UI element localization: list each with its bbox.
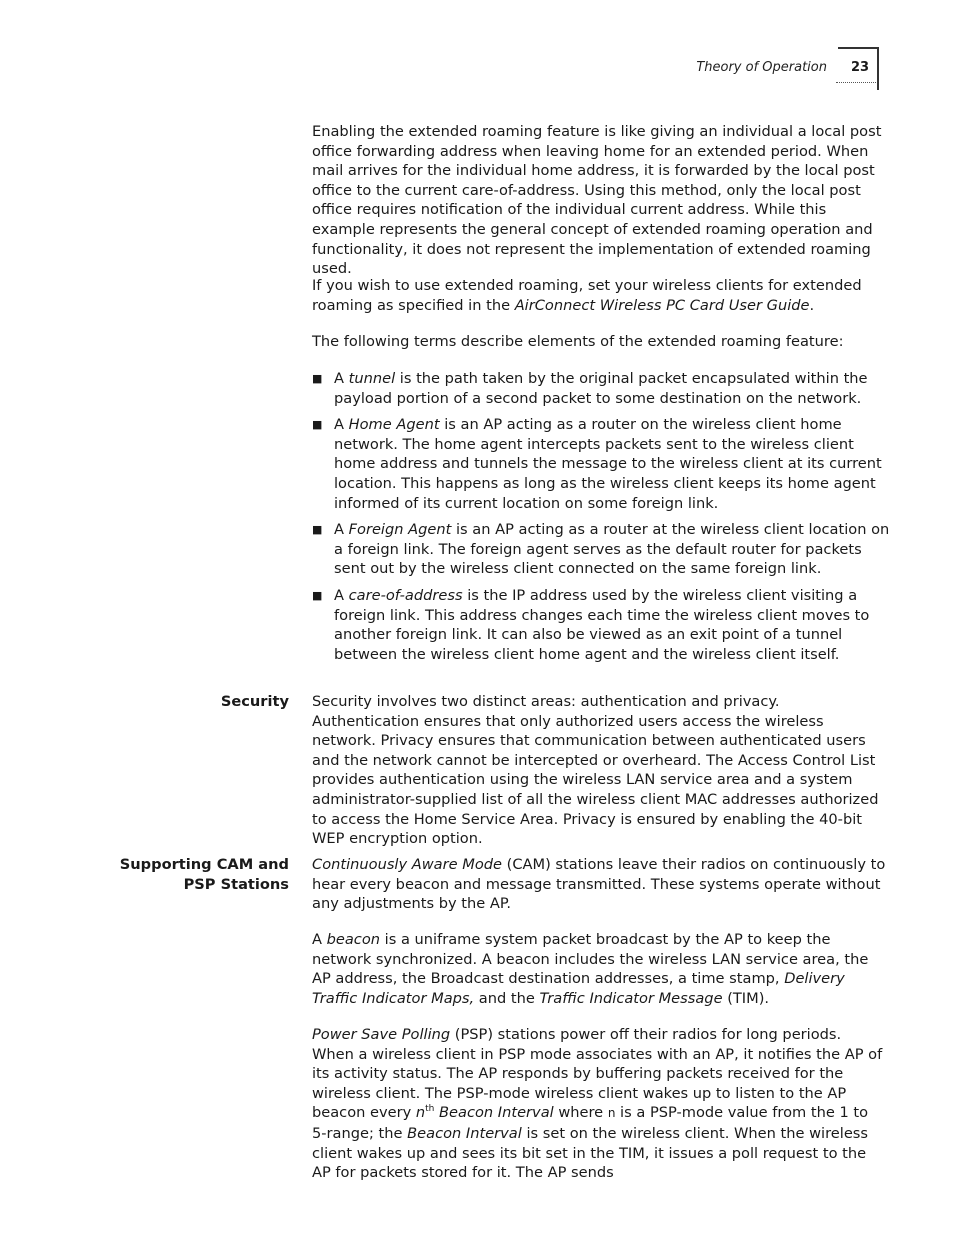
beacon-text-b: is a uniframe system packet broadcast by the AP to keep the network synchronized. A beacon includes the wireless LAN service area, the AP address, the Broadcast destination addresses, a time stamp, bbox=[312, 931, 869, 988]
tim-term: Traffic Indicator Message bbox=[539, 989, 723, 1007]
beacon-term: beacon bbox=[326, 931, 381, 948]
beacon-paragraph bbox=[312, 930, 887, 1008]
roaming-terms-list bbox=[312, 369, 892, 664]
bullet-text: is an AP acting as a router on the wireless client home network. The home agent intercepts packets sent to the wireless client home address and tunnels the message to the wireless client at its current location. This happens as long as the wireless client keeps its home agent informed of its current location on some foreign link. bbox=[334, 416, 882, 512]
cam-term: Continuously Aware Mode bbox=[312, 856, 502, 873]
bullet-text: is an AP acting as a router at the wireless client location on a foreign link. The foreign agent serves as the default router for packets sent out by the wireless client connected on the same foreign link. bbox=[334, 521, 890, 578]
bullet-square-icon: ■ bbox=[312, 372, 323, 385]
cam-psp-heading-line-1: Supporting CAM and bbox=[119, 856, 289, 873]
psp-n-variable: n bbox=[415, 1104, 426, 1122]
bullet-square-icon: ■ bbox=[312, 418, 323, 432]
bullet-text: is the IP address used by the wireless client visiting a foreign link. This address changes each time the wireless client moves to another foreign link. It can also be viewed as an exit point of a tunnel between the wireless client home agent and the wireless client itself. bbox=[334, 586, 870, 663]
bullet-term: care-of-address bbox=[348, 586, 463, 604]
cam-psp-heading-line-2: PSP Stations bbox=[183, 875, 289, 893]
cam-text: (CAM) stations leave their radios on continuously to hear every beacon and message transmitted. These systems operate without any adjustments by the AP. bbox=[312, 856, 886, 913]
bullet-term: Home Agent bbox=[348, 416, 440, 434]
psp-text-d: is set on the wireless client. When the wireless client wakes up and sees its bit set in the TIM, it issues a poll request to the AP for packets stored for it. The AP sends bbox=[312, 1124, 869, 1182]
security-paragraph bbox=[312, 692, 887, 849]
beacon-text-a: A bbox=[312, 931, 327, 948]
header-rule-vertical bbox=[877, 47, 879, 90]
security-text: Security involves two distinct areas: authentication and privacy. Authentication ensures that only authorized users access the wireless network. Privacy ensures that communication between authenticated users and the network cannot be intercepted or overheard. The Access Control List provides authentication using the wireless LAN service area and a system administrator-supplied list of all the wireless client MAC addresses authorized to access the Home Service Area. Privacy is ensured by enabling the 40-bit WEP encryption option. bbox=[312, 693, 879, 848]
beacon-interval-term-2: Beacon Interval bbox=[407, 1124, 522, 1142]
beacon-interval-term: Beacon Interval bbox=[434, 1104, 554, 1122]
header-rule-horizontal bbox=[838, 47, 878, 49]
header-dotted-ornament bbox=[836, 79, 876, 83]
intro-paragraph-3 bbox=[312, 332, 887, 352]
bullet-square-icon: ■ bbox=[312, 523, 323, 537]
psp-superscript: th bbox=[425, 1104, 435, 1115]
psp-text-c: is a PSP-mode value from the 1 to 5-range; the bbox=[312, 1104, 869, 1142]
beacon-text-d: (TIM). bbox=[722, 989, 770, 1007]
bullet-prefix: A bbox=[334, 416, 349, 434]
user-guide-title: AirConnect Wireless PC Card User Guide bbox=[514, 296, 810, 314]
psp-paragraph bbox=[312, 1025, 887, 1183]
security-heading: Security bbox=[220, 693, 289, 710]
bullet-prefix: A bbox=[334, 586, 349, 604]
bullet-prefix: A bbox=[334, 521, 349, 539]
intro-paragraph-1 bbox=[312, 122, 887, 279]
bullet-term: Foreign Agent bbox=[348, 521, 452, 539]
cam-psp-heading bbox=[120, 855, 289, 894]
list-item bbox=[312, 369, 892, 408]
list-item bbox=[312, 586, 892, 664]
intro-text-1: Enabling the extended roaming feature is like giving an individual a local post office forwarding address when leaving home for an extended period. When mail arrives for the individual home address, it is forwarded by the local post office to the current care-of-address. Using this method, only the local post office requires notification of the individual current address. While this example represents the general concept of extended roaming operation and functionality, it does not represent the implementation of extended roaming used. bbox=[312, 123, 882, 278]
psp-term: Power Save Polling bbox=[312, 1026, 451, 1043]
dtim-term: Delivery Traffic Indicator Maps, bbox=[312, 970, 845, 1007]
psp-text-a: (PSP) stations power off their radios for long periods. When a wireless client in PSP mode associates with an AP, it notifies the AP of its activity status. The AP responds by buffering packets received for the wireless client. The PSP-mode wireless client wakes up to listen to the AP beacon every bbox=[312, 1026, 883, 1122]
bullet-text: is the path taken by the original packet encapsulated within the payload portion of a second packet to some destination on the network. bbox=[334, 370, 868, 407]
intro-paragraph-2 bbox=[312, 276, 887, 315]
bullet-prefix: A bbox=[334, 370, 349, 387]
list-item bbox=[312, 415, 892, 513]
intro-text-2b: . bbox=[809, 296, 815, 314]
cam-paragraph bbox=[312, 855, 887, 914]
psp-n-value: n bbox=[607, 1106, 616, 1121]
list-item bbox=[312, 520, 892, 579]
psp-text-b: where bbox=[553, 1104, 608, 1122]
bullet-square-icon: ■ bbox=[312, 588, 323, 602]
page-number: 23 bbox=[851, 60, 870, 75]
beacon-text-c: and the bbox=[474, 989, 540, 1007]
bullet-term: tunnel bbox=[348, 370, 396, 387]
running-header-title: Theory of Operation bbox=[696, 60, 827, 75]
intro-text-2a: If you wish to use extended roaming, set your wireless clients for extended roaming as specified in the bbox=[312, 277, 862, 314]
intro-text-3: The following terms describe elements of the extended roaming feature: bbox=[312, 333, 844, 350]
